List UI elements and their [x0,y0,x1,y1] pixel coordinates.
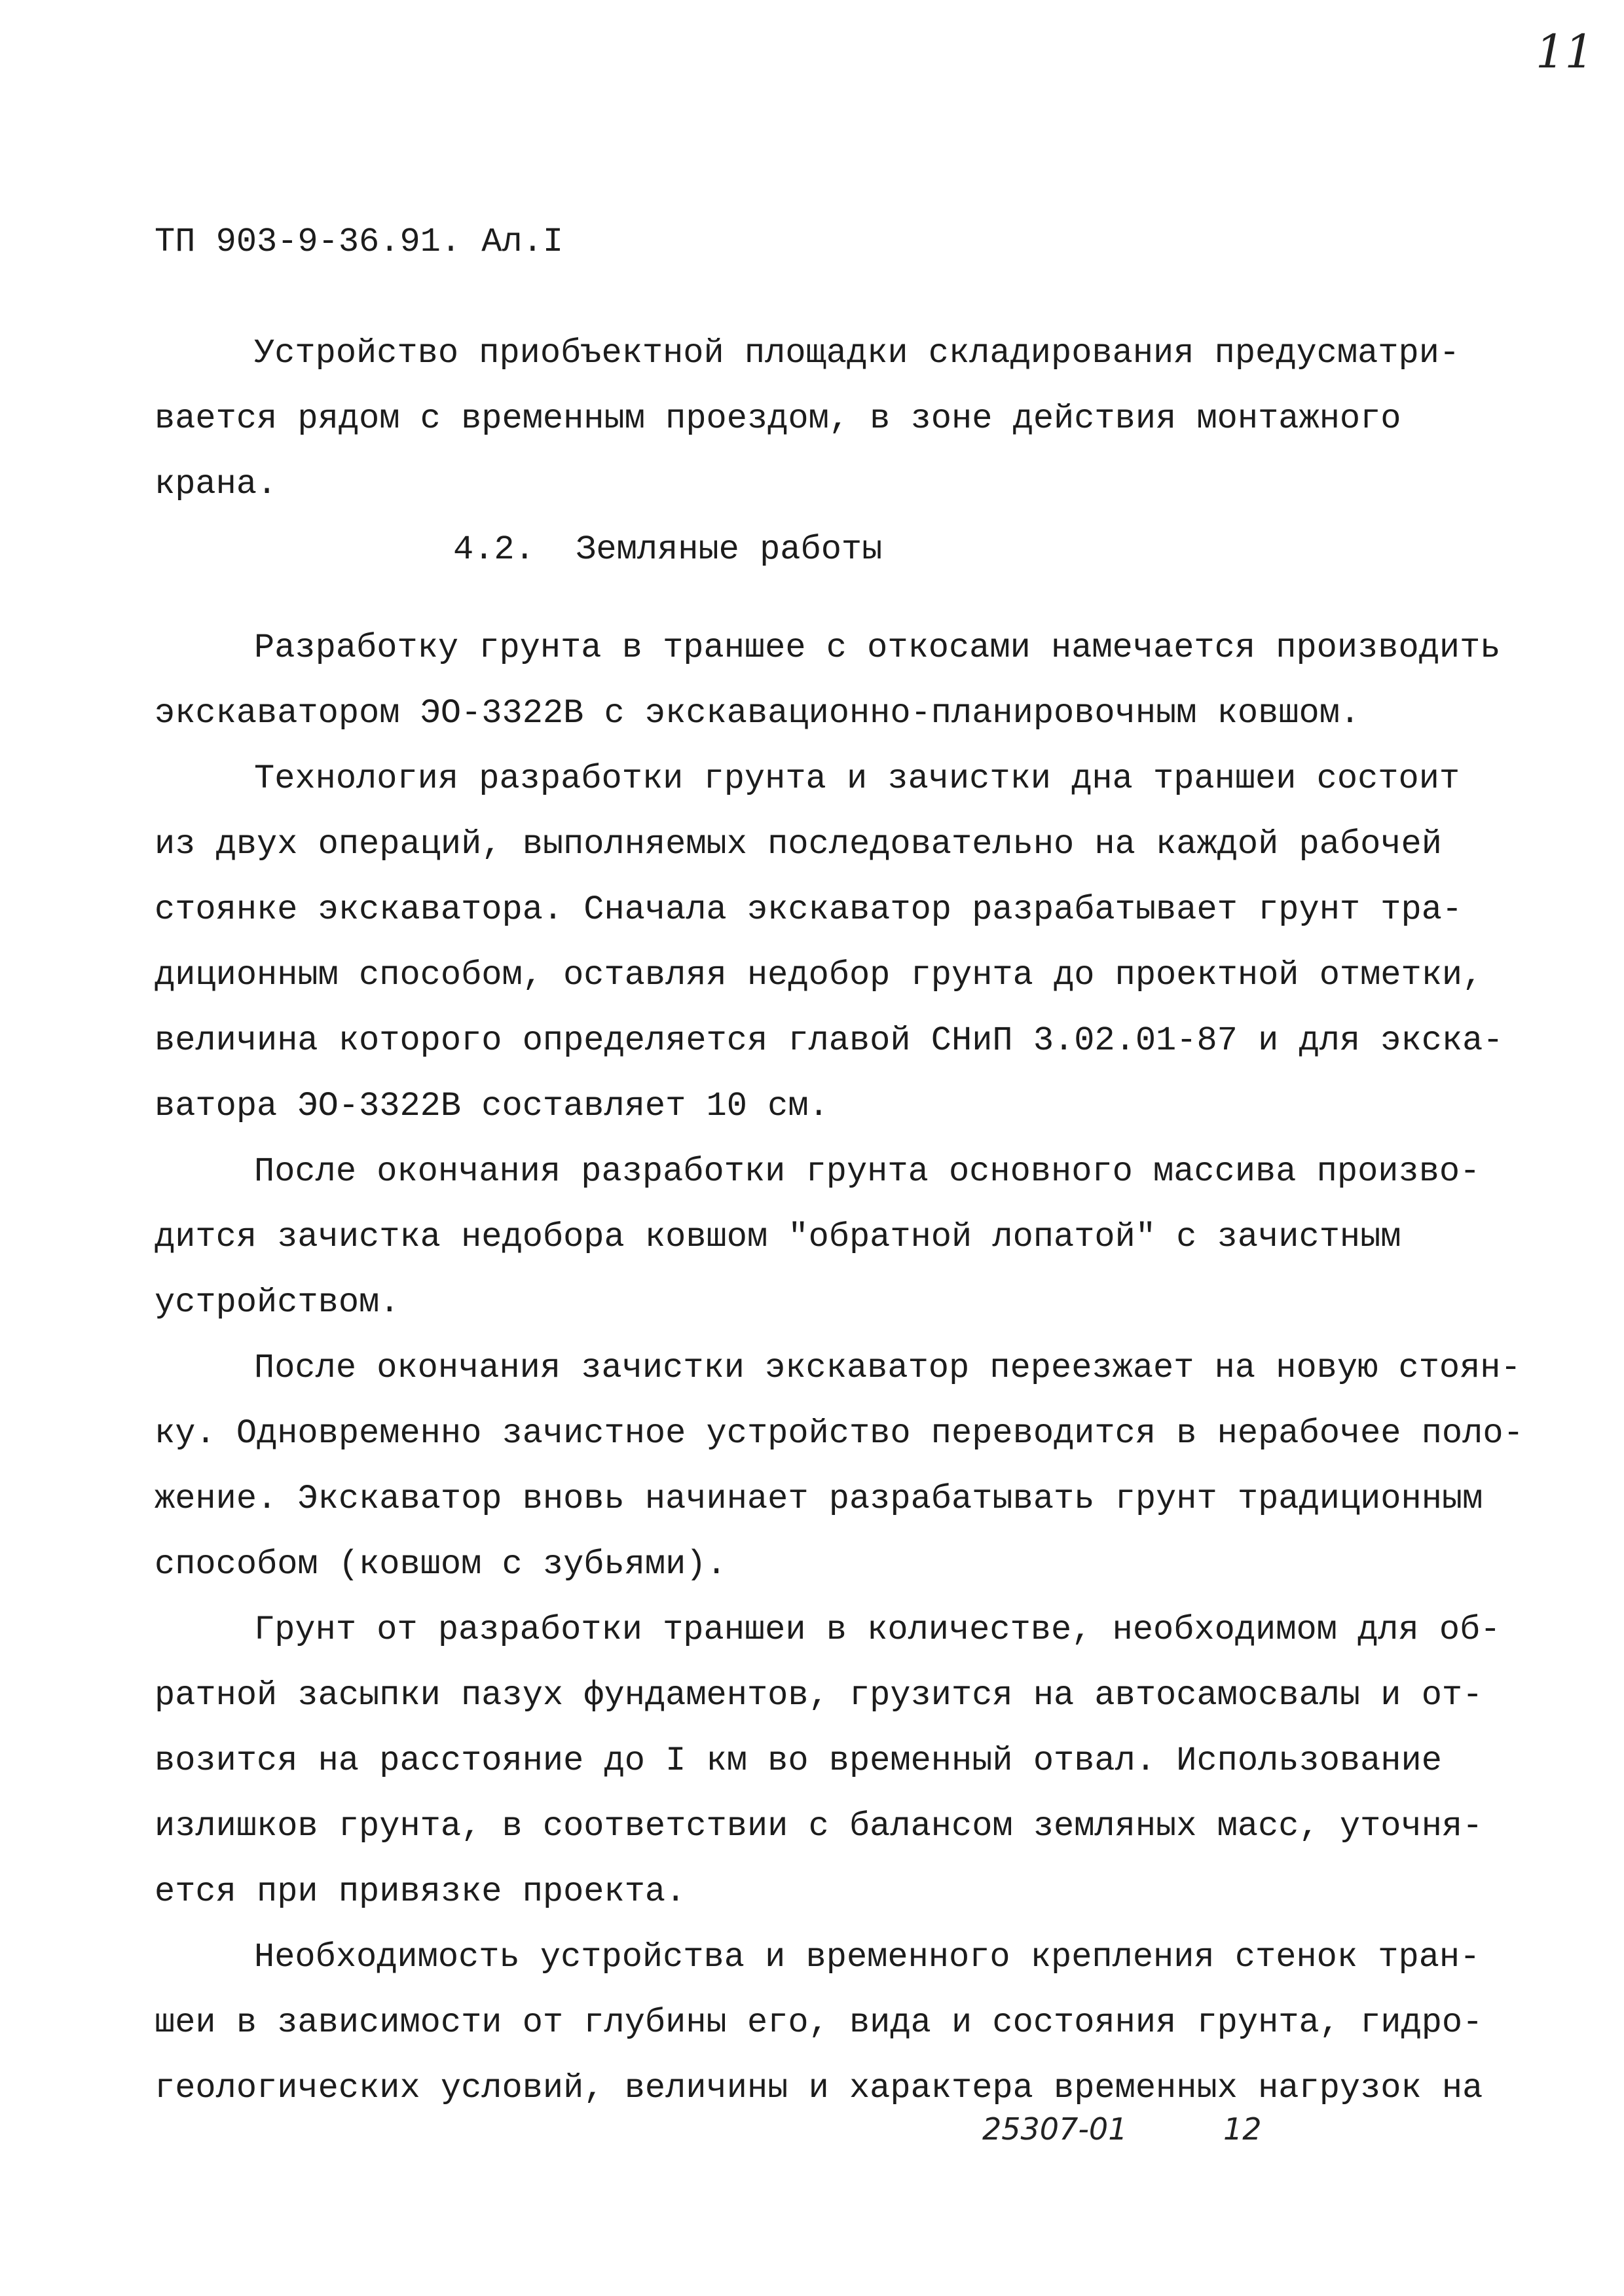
text-line: дится зачистка недобора ковшом "обратной лопатой" с зачистным [155,1218,1401,1256]
text-line: Грунт от разработки траншеи в количестве, необходимом для об- [254,1611,1501,1649]
text-line: излишков грунта, в соответствии с балансом земляных масс, уточня- [155,1807,1483,1846]
text-line: возится на расстояние до I км во временный отвал. Использование [155,1741,1442,1780]
spacer [155,583,1517,615]
text-line: После окончания разработки грунта основного массива произво- [254,1152,1481,1191]
text-line: устройством. [155,1283,400,1322]
text-line: Необходимость устройства и временного крепления стенок тран- [254,1938,1481,1977]
paragraph-technology [155,746,1517,1139]
text-line: крана. [155,465,278,503]
text-line: Устройство приобъектной площадки складирования предусматри- [254,334,1460,373]
paragraph-relocation [155,1336,1524,1597]
text-line: ется при привязке проекта. [155,1872,686,1911]
text-line: стоянке экскаватора. Сначала экскаватор разрабатывает грунт тра- [155,890,1463,929]
text-line: экскаватором ЭО-3322В с экскавационно-планировочным ковшом. [155,694,1361,733]
text-line: шеи в зависимости от глубины его, вида и состояния грунта, гидро- [155,2003,1483,2042]
page-number-handwritten: 11 [1536,25,1595,79]
text-line: После окончания зачистки экскаватор переезжает на новую стоян- [254,1349,1521,1387]
text-line: ратной засыпки пазух фундаментов, грузится на автосамосвалы и от- [155,1676,1483,1715]
text-line: величина которого определяется главой СНиП 3.02.01-87 и для экска- [155,1021,1504,1060]
text-line: Технология разработки грунта и зачистки дна траншеи состоит [254,759,1460,798]
text-line: способом (ковшом с зубьями). [155,1545,727,1584]
paragraph-storage-site [155,321,1517,517]
archive-code-handwritten: 25307-01 [982,2111,1128,2147]
text-line: жение. Экскаватор вновь начинает разрабатывать грунт традиционным [155,1480,1483,1518]
document-designation: ТП 903-9-36.91. Ал.I [155,223,564,261]
text-line: диционным способом, оставляя недобор грунта до проектной отметки, [155,956,1483,994]
paragraph-soil-removal [155,1597,1517,1925]
text-line: ку. Одновременно зачистное устройство переводится в нерабочее поло- [155,1414,1524,1453]
sheet-number-handwritten: 12 [1223,2111,1262,2147]
paragraph-excavation [155,615,1517,746]
paragraph-trench-support [155,1925,1517,2121]
document-body [155,321,1524,2121]
text-line: вается рядом с временным проездом, в зоне действия монтажного [155,399,1401,438]
text-line: Разработку грунта в траншее с откосами намечается производить [254,629,1501,667]
section-heading: 4.2. Земляные работы [453,530,883,569]
paragraph-cleanup [155,1139,1517,1336]
text-line: ватора ЭО-3322В составляет 10 см. [155,1087,829,1125]
text-line: из двух операций, выполняемых последовательно на каждой рабочей [155,825,1442,864]
text-line: геологических условий, величины и характера временных нагрузок на [155,2069,1483,2107]
